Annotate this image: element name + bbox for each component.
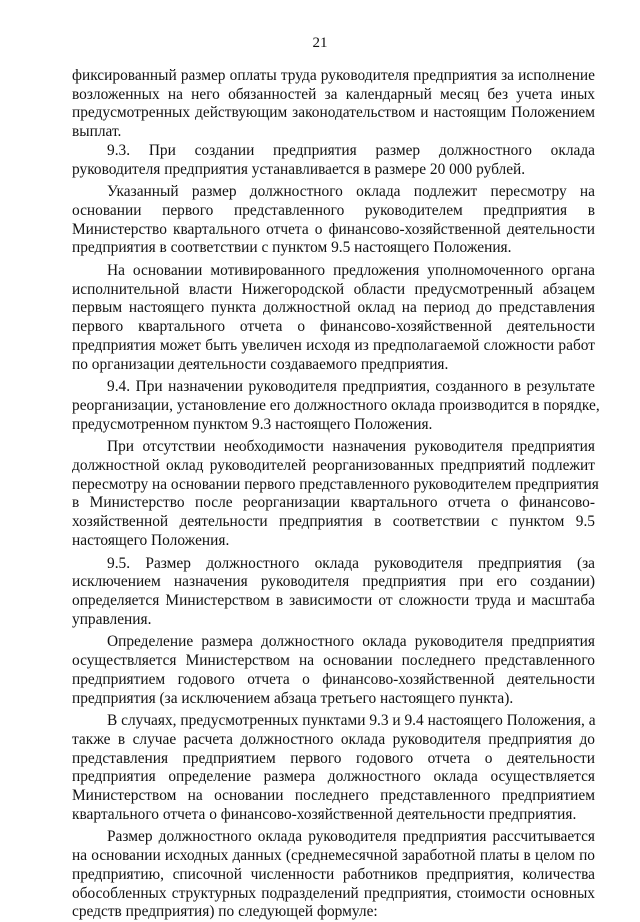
text-line: квартального отчета о финансово-хозяйственной деятельности предприятия.	[72, 805, 577, 823]
paragraph	[72, 828, 595, 922]
page-number: 21	[312, 35, 328, 51]
text-line: предприятия (за исключением абзаца третьего настоящего пункта).	[72, 689, 514, 707]
text-line: управления.	[72, 610, 152, 628]
text-line: 9.4. При назначении руководителя предприятия, созданного в результате	[107, 378, 595, 396]
text-line: Указанный размер должностного оклада подлежит пересмотру на	[107, 183, 595, 201]
text-line: хозяйственной деятельности предприятия в соответствии с пунктом 9.5	[72, 513, 595, 531]
paragraph	[72, 378, 600, 434]
text-line: 9.3. При создании предприятия размер должностного оклада	[107, 141, 595, 159]
text-line: предприятием годового отчета о финансово-хозяйственной деятельности	[72, 670, 595, 688]
paragraph	[72, 67, 595, 142]
text-line: предусмотренных действующим законодательством и настоящим Положением	[72, 104, 595, 122]
text-line: выплат.	[72, 123, 122, 141]
text-line: представления предприятием первого годового отчета о деятельности	[72, 749, 595, 767]
text-line: в Министерство после реорганизации квартального отчета о финансово-	[72, 494, 595, 512]
text-line: реорганизации, установление его должностного оклада производится в порядке,	[72, 396, 600, 414]
text-line: должностной оклад руководителей реорганизованных предприятий подлежит	[72, 457, 595, 475]
text-line: Министерством на основании последнего представленного предприятием	[72, 787, 595, 805]
text-line: пересмотру на основании первого представленного руководителем предприятия	[72, 475, 599, 493]
text-line: предприятия может быть увеличен исходя из предполагаемой сложности работ	[72, 336, 595, 354]
paragraph	[72, 262, 595, 374]
text-line: В случаях, предусмотренных пунктами 9.3 и 9.4 настоящего Положения, а	[107, 712, 596, 730]
text-line: настоящего Положения.	[72, 531, 230, 549]
text-line: Министерство квартального отчета о финансово-хозяйственной деятельности	[72, 220, 595, 238]
text-line: 9.5. Размер должностного оклада руководителя предприятия (за	[107, 554, 595, 572]
text-line: руководителя предприятия устанавливается в размере 20 000 рублей.	[72, 160, 526, 178]
text-line: средств предприятия) по следующей формуле:	[72, 903, 378, 921]
text-line: осуществляется Министерством на основании последнего представленного	[72, 652, 595, 670]
text-line: основании первого представленного руководителем предприятия в	[72, 201, 595, 219]
text-line: предприятию, списочной численности работников предприятия, количества	[72, 865, 595, 883]
text-line: также в случае расчета должностного оклада руководителя предприятия до	[72, 730, 595, 748]
text-line: по организации деятельности создаваемого предприятия.	[72, 355, 449, 373]
paragraph	[72, 633, 595, 708]
text-line: исполнительной власти Нижегородской области предусмотренный абзацем	[72, 280, 595, 298]
text-line: фиксированный размер оплаты труда руководителя предприятия за исполнение	[72, 67, 595, 84]
text-line: возложенных на него обязанностей за календарный месяц без учета иных	[72, 85, 595, 103]
paragraph	[72, 142, 595, 179]
document-body	[72, 67, 600, 922]
text-line: предприятия в соответствии с пунктом 9.5 настоящего Положения.	[72, 239, 512, 257]
text-line: обособленных структурных подразделений предприятия, стоимости основных	[72, 884, 595, 902]
paragraph	[72, 183, 595, 258]
text-line: первого квартального отчета о финансово-хозяйственной деятельности	[72, 318, 595, 336]
text-line: на основании исходных данных (среднемесячной заработной платы в целом по	[72, 847, 595, 865]
text-line: При отсутствии необходимости назначения руководителя предприятия	[107, 438, 595, 456]
text-line: исключением назначения руководителя предприятия при его создании)	[72, 573, 595, 591]
paragraph	[72, 712, 595, 824]
text-line: первым настоящего пункта должностной оклад на период до представления	[72, 299, 595, 317]
text-line: На основании мотивированного предложения уполномоченного органа	[107, 262, 595, 280]
paragraph	[72, 555, 595, 630]
text-line: определяется Министерством в зависимости от сложности труда и масштаба	[72, 591, 595, 609]
text-line: Размер должностного оклада руководителя предприятия рассчитывается	[107, 828, 595, 846]
text-line: предприятия определение размера должностного оклада осуществляется	[72, 768, 595, 786]
text-line: Определение размера должностного оклада руководителя предприятия	[107, 633, 595, 651]
paragraph	[72, 438, 599, 550]
text-line: предусмотренном пунктом 9.3 настоящего Положения.	[72, 415, 433, 433]
